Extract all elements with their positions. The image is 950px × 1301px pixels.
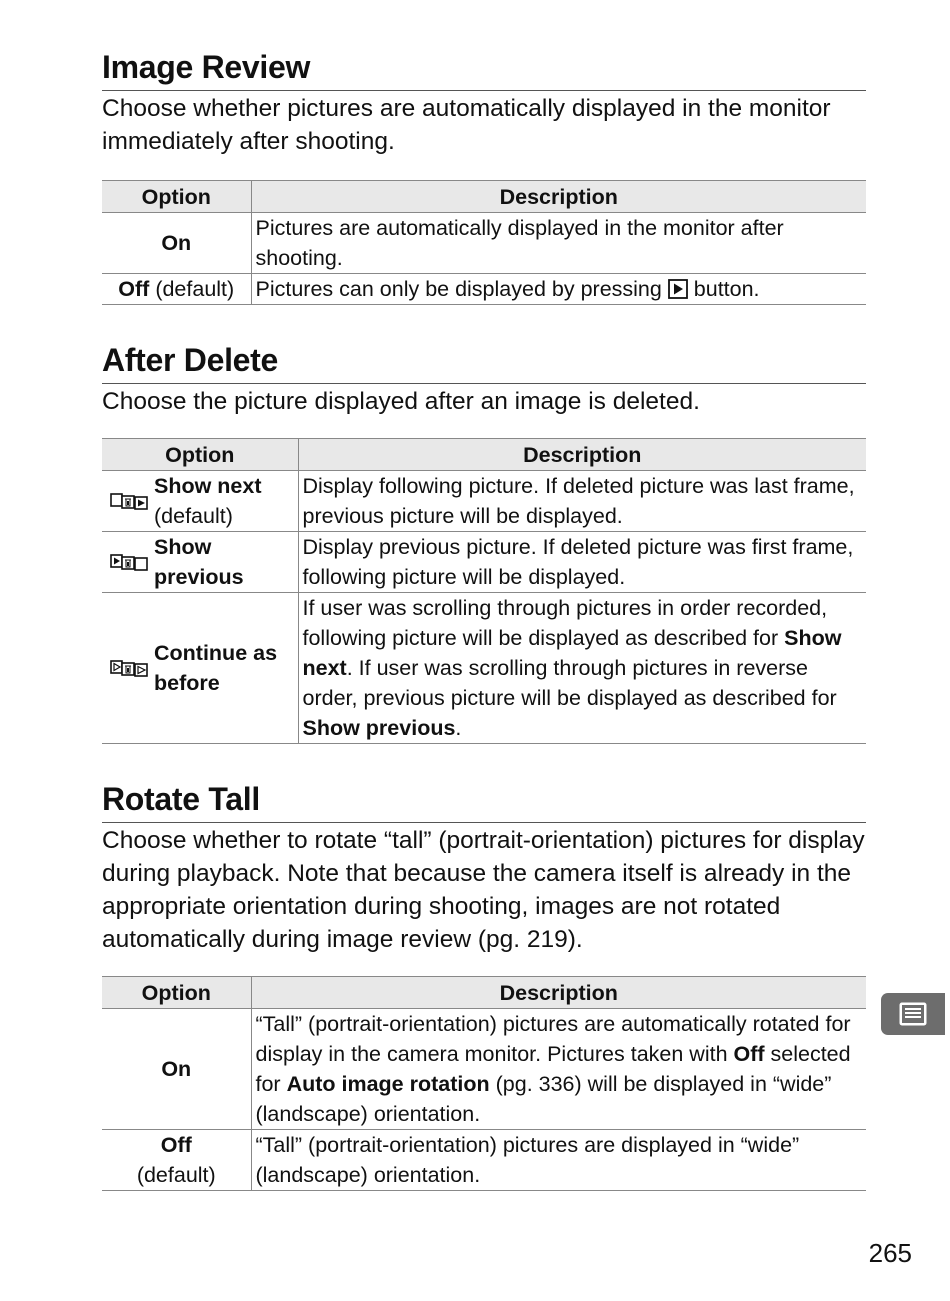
manual-page — [102, 44, 866, 1191]
description-text: selected for — [255, 1042, 851, 1096]
table-row — [102, 1009, 866, 1130]
option-label: On — [161, 1057, 192, 1081]
description-cell: Display following picture. If deleted picture was last frame, previous picture will be displayed. — [298, 471, 866, 532]
column-header-description: Description — [251, 181, 866, 213]
after-delete-intro: Choose the picture displayed after an image is deleted. — [102, 388, 700, 415]
option-cell — [102, 274, 251, 305]
description-text: (pg. 336) will be displayed in “wide” (landscape) orientation. — [255, 1072, 832, 1126]
description-cell: “Tall” (portrait-orientation) pictures are displayed in “wide” (landscape) orientation. — [251, 1130, 866, 1191]
description-text: Pictures can only be displayed by pressing — [255, 277, 668, 301]
description-bold: Off — [733, 1042, 765, 1066]
description-text: “Tall” (portrait-orientation) pictures are automatically rotated for display in the camera monitor. Pictures taken with — [255, 1012, 851, 1066]
playback-button-icon — [668, 279, 688, 299]
description-cell — [251, 274, 866, 305]
option-cell — [102, 532, 298, 593]
option-label: On — [161, 231, 192, 255]
table-row — [102, 1130, 866, 1191]
after-delete-table — [102, 438, 866, 744]
column-header-option: Option — [102, 439, 298, 471]
description-cell — [298, 593, 866, 744]
option-note: (default) — [154, 504, 233, 528]
option-label: Off — [118, 277, 150, 301]
playback-menu-icon — [898, 1001, 928, 1027]
table-row — [102, 213, 866, 274]
rotate-tall-table — [102, 976, 866, 1191]
option-label: Off — [160, 1133, 192, 1157]
option-cell — [102, 593, 298, 744]
column-header-option: Option — [102, 181, 251, 213]
description-bold: Auto image rotation — [286, 1072, 490, 1096]
after-delete-section — [102, 337, 866, 744]
option-label: Continue as before — [154, 641, 278, 695]
option-note: (default) — [149, 277, 235, 301]
table-row — [102, 471, 866, 532]
show-previous-icon — [110, 552, 154, 572]
option-label: Show next — [154, 474, 262, 498]
description-bold: Show previous — [302, 716, 456, 740]
option-cell — [102, 213, 251, 274]
playback-menu-tab — [881, 993, 945, 1035]
continue-as-before-icon — [110, 658, 154, 678]
description-cell: Display previous picture. If deleted picture was first frame, following picture will be displayed. — [298, 532, 866, 593]
option-label: Show previous — [154, 535, 244, 589]
option-cell — [102, 1009, 251, 1130]
description-cell: Pictures are automatically displayed in the monitor after shooting. — [251, 213, 866, 274]
page-number: 265 — [868, 1238, 912, 1268]
rotate-tall-intro: Choose whether to rotate “tall” (portrait-orientation) pictures for display during playback. Note that because the camera itself is already in the appropriate orientation during shooting, images are not rotated automatically during image review (pg. 219). — [102, 827, 865, 953]
column-header-option: Option — [102, 977, 251, 1009]
table-row — [102, 274, 866, 305]
rotate-tall-section — [102, 776, 866, 1191]
description-text: . If user was scrolling through pictures in reverse order, previous picture will be displayed as described for — [302, 656, 837, 710]
description-text: If user was scrolling through pictures in order recorded, following picture will be displayed as described for — [302, 596, 828, 650]
option-cell — [102, 471, 298, 532]
option-note: (default) — [136, 1163, 216, 1187]
table-row — [102, 593, 866, 744]
description-cell — [251, 1009, 866, 1130]
rotate-tall-title: Rotate Tall — [102, 776, 866, 823]
description-bold: Show next — [302, 626, 842, 680]
image-review-intro: Choose whether pictures are automatically displayed in the monitor immediately after shooting. — [102, 95, 831, 155]
description-text: . — [455, 716, 462, 740]
table-row — [102, 532, 866, 593]
description-text: button. — [687, 277, 760, 301]
option-cell — [102, 1130, 251, 1191]
image-review-table — [102, 180, 866, 305]
column-header-description: Description — [298, 439, 866, 471]
show-next-icon — [110, 491, 154, 511]
image-review-section — [102, 44, 866, 305]
column-header-description: Description — [251, 977, 866, 1009]
after-delete-title: After Delete — [102, 337, 866, 384]
image-review-title: Image Review — [102, 44, 866, 91]
